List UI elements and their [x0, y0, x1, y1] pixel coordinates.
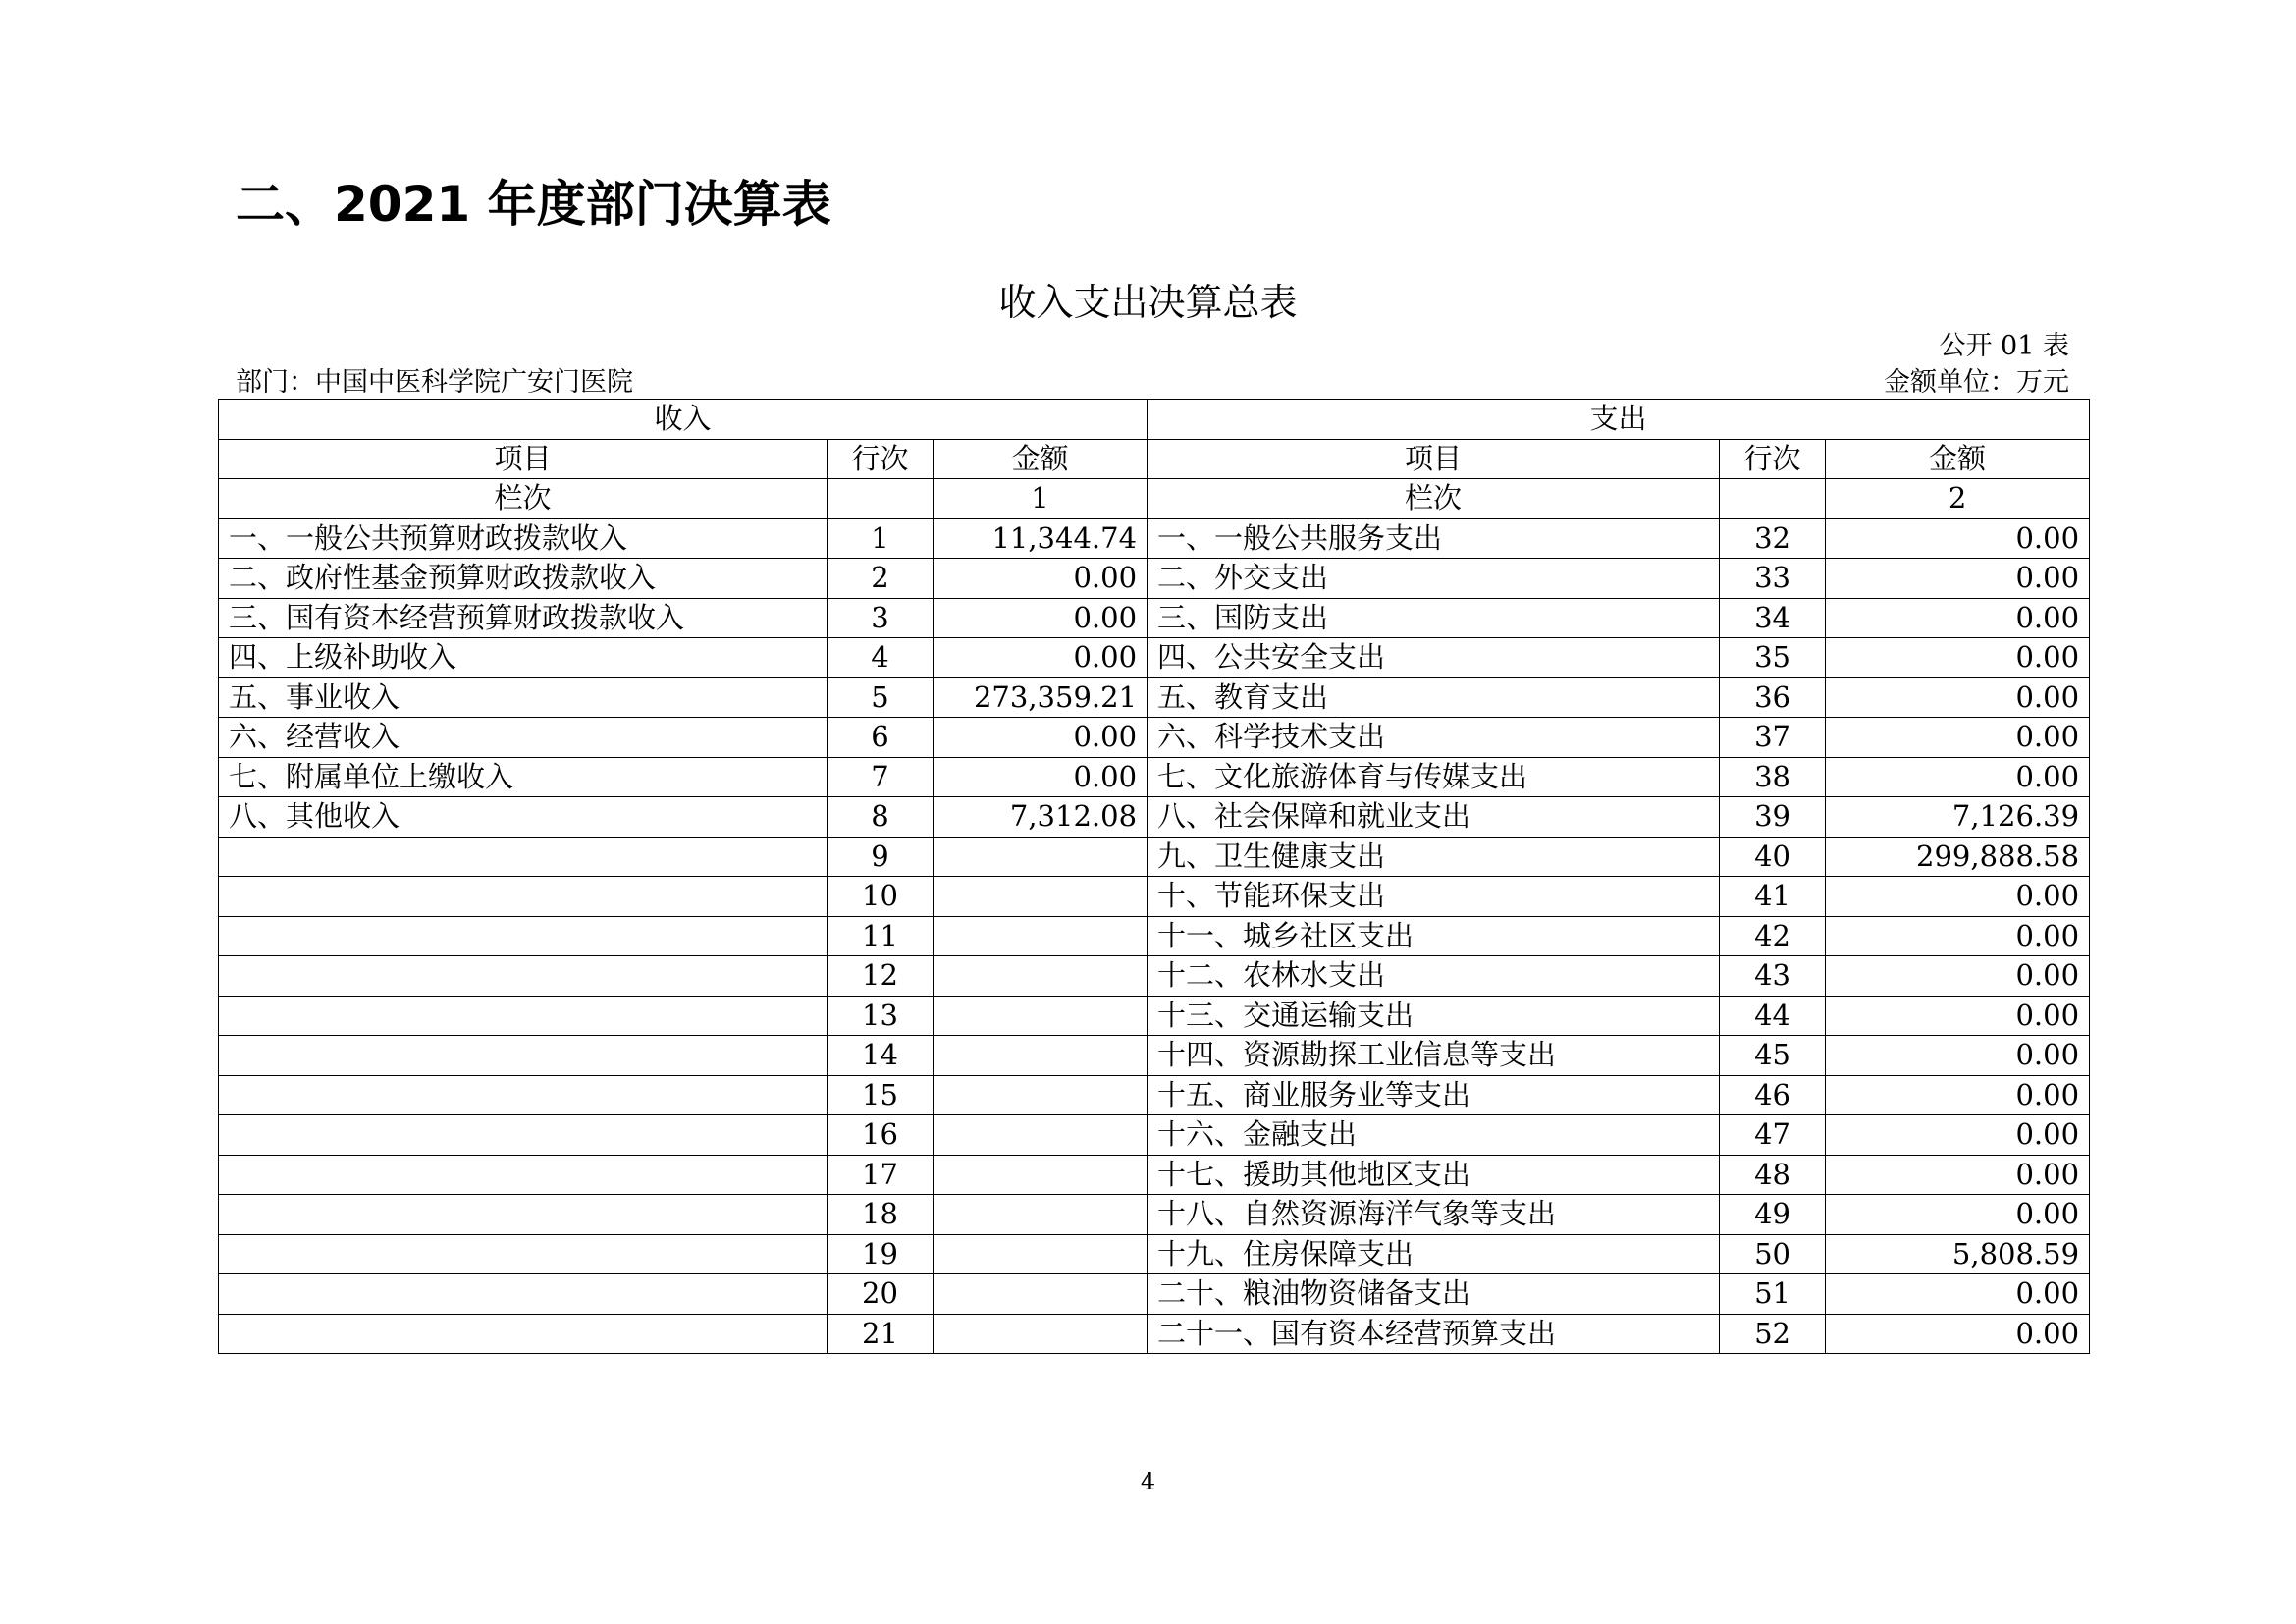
expense-amount: 0.00	[1826, 1195, 2090, 1235]
income-row-no: 10	[828, 877, 934, 917]
income-row-no: 2	[828, 559, 934, 599]
expense-item: 十一、城乡社区支出	[1148, 916, 1720, 956]
income-row-no: 19	[828, 1234, 934, 1274]
income-row-no: 6	[828, 718, 934, 758]
income-item	[219, 956, 828, 997]
expense-item: 五、教育支出	[1148, 677, 1720, 718]
income-item	[219, 877, 828, 917]
expense-amount: 0.00	[1826, 598, 2090, 638]
expense-item: 二十一、国有资本经营预算支出	[1148, 1314, 1720, 1354]
income-item: 五、事业收入	[219, 677, 828, 718]
expense-item: 六、科学技术支出	[1148, 718, 1720, 758]
table-row	[219, 1155, 2090, 1195]
expense-column-number: 2	[1826, 479, 2090, 519]
expense-amount: 0.00	[1826, 1155, 2090, 1195]
income-item: 六、经营收入	[219, 718, 828, 758]
income-amount	[934, 1274, 1148, 1315]
income-item: 八、其他收入	[219, 797, 828, 838]
income-expense-table	[218, 399, 2090, 1354]
income-amount	[934, 877, 1148, 917]
expense-column-label: 栏次	[1148, 479, 1720, 519]
income-row-no: 11	[828, 916, 934, 956]
column-number-row	[219, 479, 2090, 519]
department-label: 部门：中国中医科学院广安门医院	[236, 367, 633, 398]
income-amount: 7,312.08	[934, 797, 1148, 838]
table-row	[219, 1075, 2090, 1115]
expense-item: 十九、住房保障支出	[1148, 1234, 1720, 1274]
income-row-no: 18	[828, 1195, 934, 1235]
income-amount: 0.00	[934, 757, 1148, 797]
expense-row-no: 48	[1720, 1155, 1826, 1195]
expense-row-no: 40	[1720, 837, 1826, 877]
expense-row-no: 42	[1720, 916, 1826, 956]
table-row	[219, 1234, 2090, 1274]
expense-item: 十四、资源勘探工业信息等支出	[1148, 1036, 1720, 1076]
income-column-label: 栏次	[219, 479, 828, 519]
expense-header: 支出	[1148, 400, 2090, 440]
table-row	[219, 1274, 2090, 1315]
table-row	[219, 757, 2090, 797]
expense-amount: 0.00	[1826, 956, 2090, 997]
income-amount	[934, 996, 1148, 1036]
income-row-no: 20	[828, 1274, 934, 1315]
income-amount	[934, 1115, 1148, 1156]
table-row	[219, 1195, 2090, 1235]
table-row	[219, 1115, 2090, 1156]
expense-amount: 299,888.58	[1826, 837, 2090, 877]
income-row-no: 17	[828, 1155, 934, 1195]
expense-amount: 0.00	[1826, 1314, 2090, 1354]
expense-amount-header: 金额	[1826, 439, 2090, 479]
expense-amount: 0.00	[1826, 916, 2090, 956]
expense-item: 十五、商业服务业等支出	[1148, 1075, 1720, 1115]
expense-amount: 0.00	[1826, 638, 2090, 678]
income-item	[219, 1155, 828, 1195]
income-amount	[934, 1314, 1148, 1354]
income-row-no: 16	[828, 1115, 934, 1156]
expense-row-no: 39	[1720, 797, 1826, 838]
expense-item: 九、卫生健康支出	[1148, 837, 1720, 877]
income-amount	[934, 956, 1148, 997]
expense-row-no: 52	[1720, 1314, 1826, 1354]
table-row	[219, 956, 2090, 997]
expense-amount: 0.00	[1826, 757, 2090, 797]
income-item: 四、上级补助收入	[219, 638, 828, 678]
form-code: 公开 01 表	[1939, 331, 2069, 361]
empty-cell	[828, 479, 934, 519]
income-row-no: 9	[828, 837, 934, 877]
expense-row-no: 51	[1720, 1274, 1826, 1315]
expense-item: 八、社会保障和就业支出	[1148, 797, 1720, 838]
expense-row-no: 43	[1720, 956, 1826, 997]
expense-amount: 0.00	[1826, 1036, 2090, 1076]
income-row-no: 12	[828, 956, 934, 997]
income-item-header: 项目	[219, 439, 828, 479]
table-row	[219, 1314, 2090, 1354]
expense-row-no: 35	[1720, 638, 1826, 678]
table-row	[219, 797, 2090, 838]
expense-item: 一、一般公共服务支出	[1148, 518, 1720, 559]
income-item	[219, 1195, 828, 1235]
income-amount	[934, 1195, 1148, 1235]
page-heading: 二、2021 年度部门决算表	[236, 176, 831, 233]
expense-row-no: 50	[1720, 1234, 1826, 1274]
expense-amount: 0.00	[1826, 518, 2090, 559]
expense-row-no-header: 行次	[1720, 439, 1826, 479]
expense-item: 十七、援助其他地区支出	[1148, 1155, 1720, 1195]
income-amount	[934, 1234, 1148, 1274]
income-item	[219, 1075, 828, 1115]
table-row	[219, 1036, 2090, 1076]
income-amount: 0.00	[934, 718, 1148, 758]
table-row	[219, 559, 2090, 599]
expense-row-no: 34	[1720, 598, 1826, 638]
income-amount: 273,359.21	[934, 677, 1148, 718]
income-row-no: 21	[828, 1314, 934, 1354]
amount-unit-label: 金额单位：万元	[1884, 367, 2069, 398]
income-item: 三、国有资本经营预算财政拨款收入	[219, 598, 828, 638]
expense-row-no: 41	[1720, 877, 1826, 917]
income-amount-header: 金额	[934, 439, 1148, 479]
income-item: 一、一般公共预算财政拨款收入	[219, 518, 828, 559]
table-row	[219, 996, 2090, 1036]
expense-amount: 0.00	[1826, 1274, 2090, 1315]
table-row	[219, 718, 2090, 758]
income-row-no: 14	[828, 1036, 934, 1076]
expense-amount: 0.00	[1826, 677, 2090, 718]
expense-item-header: 项目	[1148, 439, 1720, 479]
table-row	[219, 677, 2090, 718]
expense-amount: 7,126.39	[1826, 797, 2090, 838]
page-number: 4	[1140, 1468, 1156, 1495]
income-amount	[934, 916, 1148, 956]
income-amount	[934, 1036, 1148, 1076]
income-row-no: 7	[828, 757, 934, 797]
income-amount: 0.00	[934, 598, 1148, 638]
expense-row-no: 49	[1720, 1195, 1826, 1235]
expense-item: 二十、粮油物资储备支出	[1148, 1274, 1720, 1315]
empty-cell	[1720, 479, 1826, 519]
table-row	[219, 877, 2090, 917]
income-item	[219, 996, 828, 1036]
expense-amount: 0.00	[1826, 559, 2090, 599]
expense-item: 十八、自然资源海洋气象等支出	[1148, 1195, 1720, 1235]
income-item	[219, 1274, 828, 1315]
expense-row-no: 46	[1720, 1075, 1826, 1115]
expense-item: 十、节能环保支出	[1148, 877, 1720, 917]
income-row-no: 13	[828, 996, 934, 1036]
table-row	[219, 518, 2090, 559]
expense-amount: 0.00	[1826, 1115, 2090, 1156]
column-header-row	[219, 439, 2090, 479]
income-item	[219, 916, 828, 956]
expense-item: 十六、金融支出	[1148, 1115, 1720, 1156]
section-header-row	[219, 400, 2090, 440]
table-title: 收入支出决算总表	[998, 281, 1298, 324]
expense-row-no: 47	[1720, 1115, 1826, 1156]
income-amount: 0.00	[934, 559, 1148, 599]
income-item	[219, 1115, 828, 1156]
income-row-no: 8	[828, 797, 934, 838]
income-amount	[934, 1075, 1148, 1115]
income-header: 收入	[219, 400, 1148, 440]
expense-item: 七、文化旅游体育与传媒支出	[1148, 757, 1720, 797]
income-item	[219, 837, 828, 877]
income-item: 二、政府性基金预算财政拨款收入	[219, 559, 828, 599]
income-row-no: 1	[828, 518, 934, 559]
expense-amount: 0.00	[1826, 877, 2090, 917]
expense-amount: 5,808.59	[1826, 1234, 2090, 1274]
expense-item: 十三、交通运输支出	[1148, 996, 1720, 1036]
income-amount	[934, 837, 1148, 877]
income-item	[219, 1036, 828, 1076]
income-item	[219, 1234, 828, 1274]
expense-row-no: 33	[1720, 559, 1826, 599]
expense-item: 三、国防支出	[1148, 598, 1720, 638]
income-row-no: 3	[828, 598, 934, 638]
table-row	[219, 837, 2090, 877]
income-row-no: 15	[828, 1075, 934, 1115]
income-item: 七、附属单位上缴收入	[219, 757, 828, 797]
income-amount	[934, 1155, 1148, 1195]
income-row-no-header: 行次	[828, 439, 934, 479]
expense-row-no: 44	[1720, 996, 1826, 1036]
income-item	[219, 1314, 828, 1354]
expense-amount: 0.00	[1826, 996, 2090, 1036]
income-column-number: 1	[934, 479, 1148, 519]
expense-row-no: 32	[1720, 518, 1826, 559]
table-row	[219, 638, 2090, 678]
income-row-no: 5	[828, 677, 934, 718]
expense-item: 二、外交支出	[1148, 559, 1720, 599]
expense-amount: 0.00	[1826, 718, 2090, 758]
expense-item: 十二、农林水支出	[1148, 956, 1720, 997]
table-row	[219, 916, 2090, 956]
expense-row-no: 37	[1720, 718, 1826, 758]
income-row-no: 4	[828, 638, 934, 678]
expense-amount: 0.00	[1826, 1075, 2090, 1115]
income-amount: 0.00	[934, 638, 1148, 678]
expense-item: 四、公共安全支出	[1148, 638, 1720, 678]
expense-row-no: 38	[1720, 757, 1826, 797]
expense-row-no: 36	[1720, 677, 1826, 718]
expense-row-no: 45	[1720, 1036, 1826, 1076]
table-row	[219, 598, 2090, 638]
income-amount: 11,344.74	[934, 518, 1148, 559]
